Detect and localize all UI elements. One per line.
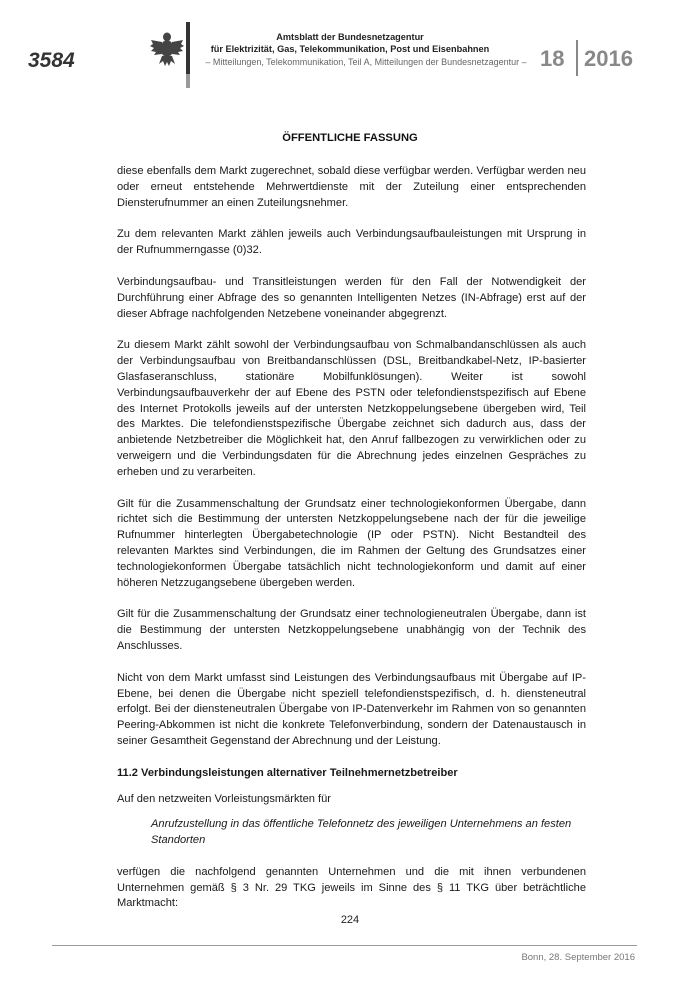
journal-title-line2: für Elektrizität, Gas, Telekommunikation, Post und Eisenbahnen xyxy=(210,44,490,54)
paragraph: diese ebenfalls dem Markt zugerechnet, sobald diese verfügbar werden. Verfügbar werden neu oder erneut entstehende Mehrwertdienste mit der Zuteilung einer entsprechenden Diensterufnummer an einen Zuteilungsnehmer. xyxy=(117,165,586,209)
footer-divider xyxy=(52,945,637,946)
paragraph: Zu diesem Markt zählt sowohl der Verbindungsaufbau von Schmalbandanschlüssen als auch der Verbindungsaufbau von Breitbandanschlüssen (DSL, Breitbandkabel-Netz, IP-basierter Glasfaseranschluss, stationäre Mobilfunklösungen). Weiter ist sowohl Verbindungsaufbauverkehr der auf Ebene des PSTN oder telefondienstspezifisch auf Ebene des Internet Protokolls jeweils auf der untersten Netzkoppelungsebene übergeben wird, Teil des Marktes. Die telefondienstspezifische Übergabe zeichnet sich dadurch aus, dass der anbietende Netzbetreiber die Möglichkeit hat, den Anruf fallbezogen zu verwirklichen oder zu verweigern und die Verbindungsdaten für die Abrechnung jedes einzelnen Gespräches zu erheben und zu verarbeiten. xyxy=(117,339,586,478)
paragraph: Gilt für die Zusammenschaltung der Grundsatz einer technologieneutralen Übergabe, dann ist die Bestimmung der untersten Netzkoppelungsebene unabhängig von der Technik des Anschlusses. xyxy=(117,608,586,652)
journal-subtitle: – Mitteilungen, Telekommunikation, Teil A, Mitteilungen der Bundesnetzagentur – xyxy=(205,57,527,67)
page-number: 3584 xyxy=(28,49,75,72)
document-body xyxy=(117,164,586,928)
paragraph: Nicht von dem Markt umfasst sind Leistungen des Verbindungsaufbaus mit Übergabe auf IP-Ebene, bei denen die Übergabe nicht speziell telefondienstspezifisch, d. h. diensteneutral erfolgt. Bei der diensteneutralen Übergabe von IP-Datenverkehr im Rahmen von so genannten Peering-Abkommen ist nicht die konkrete Telefonverbindung, sondern der Datenaustausch in seiner Gesamtheit Gegenstand der Abrechnung und der Leistung. xyxy=(117,671,586,747)
header-divider xyxy=(186,22,190,78)
header-divider-accent xyxy=(186,74,190,88)
document-title: ÖFFENTLICHE FASSUNG xyxy=(282,132,418,144)
footer-date: Bonn, 28. September 2016 xyxy=(521,952,635,963)
market-definition-quote: Anrufzustellung in das öffentliche Telefonnetz des jeweiligen Unternehmens an festen Standorten xyxy=(151,818,572,847)
paragraph: Gilt für die Zusammenschaltung der Grundsatz einer technologiekonformen Übergabe, dann richtet sich die Bestimmung der untersten Netzkoppelungsebene nach der für die jeweilige Rufnummer hinterlegten Übergabetechnologie (IP oder PSTN). Nicht Bestandteil des relevanten Marktes sind Verbindungen, die im Rahmen der Geltung des Grundsatzes einer technologiekonformen Übergabe tatsächlich nicht technologiekonform und damit auf einer höheren Netzzugangsebene übergeben werden. xyxy=(117,497,586,589)
section-lead: Auf den netzweiten Vorleistungsmärkten für xyxy=(117,792,331,805)
footer-page-number: 224 xyxy=(340,914,360,926)
federal-eagle-icon xyxy=(150,30,184,70)
paragraph: Verbindungsaufbau- und Transitleistungen werden für den Fall der Notwendigkeit der Durchführung einer Abfrage des so genannten Intelligenten Netzes (IN-Abfrage) erst auf der dieser Abfrage nachfolgenden Netzebene voneinander abgegrenzt. xyxy=(117,275,586,320)
issue-divider xyxy=(576,40,578,76)
section-heading: 11.2 Verbindungsleistungen alternativer Teilnehmernetzbetreiber xyxy=(117,766,458,779)
journal-title-line1: Amtsblatt der Bundesnetzagentur xyxy=(276,32,424,42)
issue-year: 2016 xyxy=(584,46,633,71)
issue-number: 18 xyxy=(540,46,565,71)
section-closing: verfügen die nachfolgend genannten Unternehmen und die mit ihnen verbundenen Unternehmen gemäß § 3 Nr. 29 TKG jeweils im Sinne des § 11 TKG über beträchtliche Marktmacht: xyxy=(117,865,586,910)
paragraph: Zu dem relevanten Markt zählen jeweils auch Verbindungsaufbauleistungen mit Ursprung in der Rufnummerngasse (0)32. xyxy=(117,228,586,257)
journal-title xyxy=(195,31,505,55)
